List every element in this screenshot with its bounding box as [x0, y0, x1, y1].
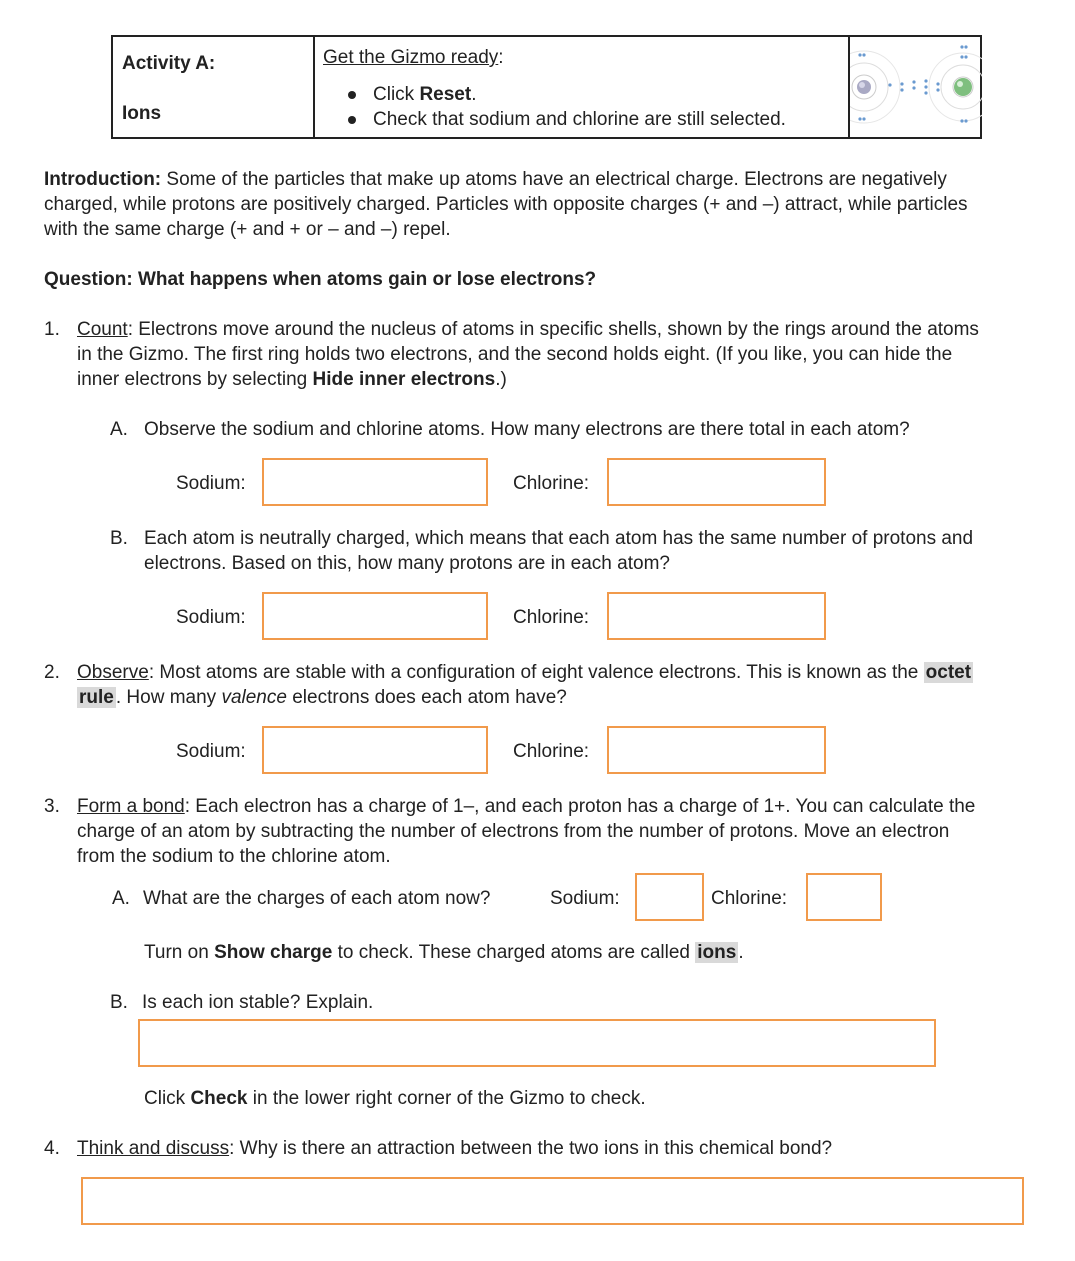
atoms-illustration-icon	[850, 37, 982, 137]
q1-paragraph: Count: Electrons move around the nucleus of atoms in specific shells, shown by the rings around the atoms in the Gizmo. The first ring holds two electrons, and the second holds eight. (If you like, you can hide the inner electrons by selecting Hide inner electrons.)	[77, 319, 979, 390]
q1b-chlorine-answer-box[interactable]	[607, 592, 826, 640]
rule-highlight: rule	[79, 687, 114, 708]
q3b-text: Is each ion stable? Explain.	[142, 992, 374, 1013]
gizmo-ready-title: Get the Gizmo ready	[323, 47, 499, 68]
q4-number: 4.	[44, 1138, 60, 1159]
intro-line-2: charged, while protons are positively charged. Particles with opposite charges (+ and –) attract, while particles	[44, 194, 968, 215]
q1a-sodium-answer-box[interactable]	[262, 458, 488, 506]
q1a-chlorine-label: Chlorine:	[513, 473, 590, 494]
introduction-label: Introduction:	[44, 169, 162, 190]
bullet-reset: Click Reset.	[373, 84, 477, 105]
ions-highlight: ions	[697, 942, 737, 963]
gizmo-atoms-thumbnail	[848, 37, 982, 137]
q2-sodium-label: Sodium:	[176, 741, 246, 762]
octet-highlight: octet	[925, 662, 972, 683]
q1b-sodium-answer-box[interactable]	[262, 592, 488, 640]
activity-name: Ions	[122, 103, 162, 124]
question-heading: Question: What happens when atoms gain or lose electrons?	[44, 269, 597, 290]
q2-chlorine-answer-box[interactable]	[607, 726, 826, 774]
bullet-icon	[348, 116, 356, 124]
activity-cell	[113, 37, 315, 137]
q3a-sodium-label: Sodium:	[550, 888, 620, 909]
q3a-text: What are the charges of each atom now?	[143, 888, 491, 909]
q3-number: 3.	[44, 796, 60, 817]
q1b-text: Each atom is neutrally charged, which means that each atom has the same number of protons and electrons. Based on this, how many protons are in each atom?	[144, 528, 974, 574]
q2-chlorine-label: Chlorine:	[513, 741, 590, 762]
q1-link-count[interactable]: Count	[77, 319, 128, 340]
q3a-sodium-answer-box[interactable]	[635, 873, 704, 921]
intro-line-3: with the same charge (+ and + or – and –) repel.	[44, 219, 451, 240]
q2-sodium-answer-box[interactable]	[262, 726, 488, 774]
q1b-label: B.	[110, 528, 128, 549]
q1b-sodium-label: Sodium:	[176, 607, 246, 628]
check-instruction: Click Check in the lower right corner of the Gizmo to check.	[144, 1088, 646, 1109]
q2-link-observe[interactable]: Observe	[77, 662, 149, 683]
q1a-chlorine-answer-box[interactable]	[607, 458, 826, 506]
q4-answer-box[interactable]	[81, 1177, 1024, 1225]
show-charge-instruction: Turn on Show charge to check. These charged atoms are called ions .	[144, 942, 744, 963]
q2-paragraph: Observe: Most atoms are stable with a configuration of eight valence electrons. This is known as the octet rule . How many valence electrons does each atom have?	[77, 662, 972, 708]
q1a-text: Observe the sodium and chlorine atoms. How many electrons are there total in each atom?	[144, 419, 910, 440]
q4-paragraph: Think and discuss: Why is there an attraction between the two ions in this chemical bond?	[77, 1138, 833, 1159]
q3-link-form-a-bond[interactable]: Form a bond	[77, 796, 185, 817]
q2-number: 2.	[44, 662, 60, 683]
q1a-sodium-label: Sodium:	[176, 473, 246, 494]
activity-header-table	[111, 35, 982, 139]
intro-line-1: Some of the particles that make up atoms have an electrical charge. Electrons are negatively	[161, 169, 947, 190]
q1b-chlorine-label: Chlorine:	[513, 607, 590, 628]
q1-number: 1.	[44, 319, 60, 340]
q4-link-think-and-discuss[interactable]: Think and discuss	[77, 1138, 230, 1159]
gizmo-ready-colon: :	[498, 47, 504, 68]
q3-paragraph: Form a bond: Each electron has a charge of 1–, and each proton has a charge of 1+. You can calculate the charge of an atom by subtracting the number of electrons from the number of protons. Move an electron from the sodium to the chlorine atom.	[77, 796, 976, 867]
q3a-chlorine-label: Chlorine:	[711, 888, 788, 909]
q3a-chlorine-answer-box[interactable]	[806, 873, 882, 921]
activity-label: Activity A:	[122, 53, 216, 74]
q3b-label: B.	[110, 992, 128, 1013]
introduction-paragraph	[44, 167, 1054, 242]
q1a-label: A.	[110, 419, 128, 440]
q3b-answer-box[interactable]	[138, 1019, 936, 1067]
bullet-icon	[348, 91, 356, 99]
q3a-label: A.	[112, 888, 130, 909]
bullet-check-selected: Check that sodium and chlorine are still selected.	[373, 109, 786, 130]
